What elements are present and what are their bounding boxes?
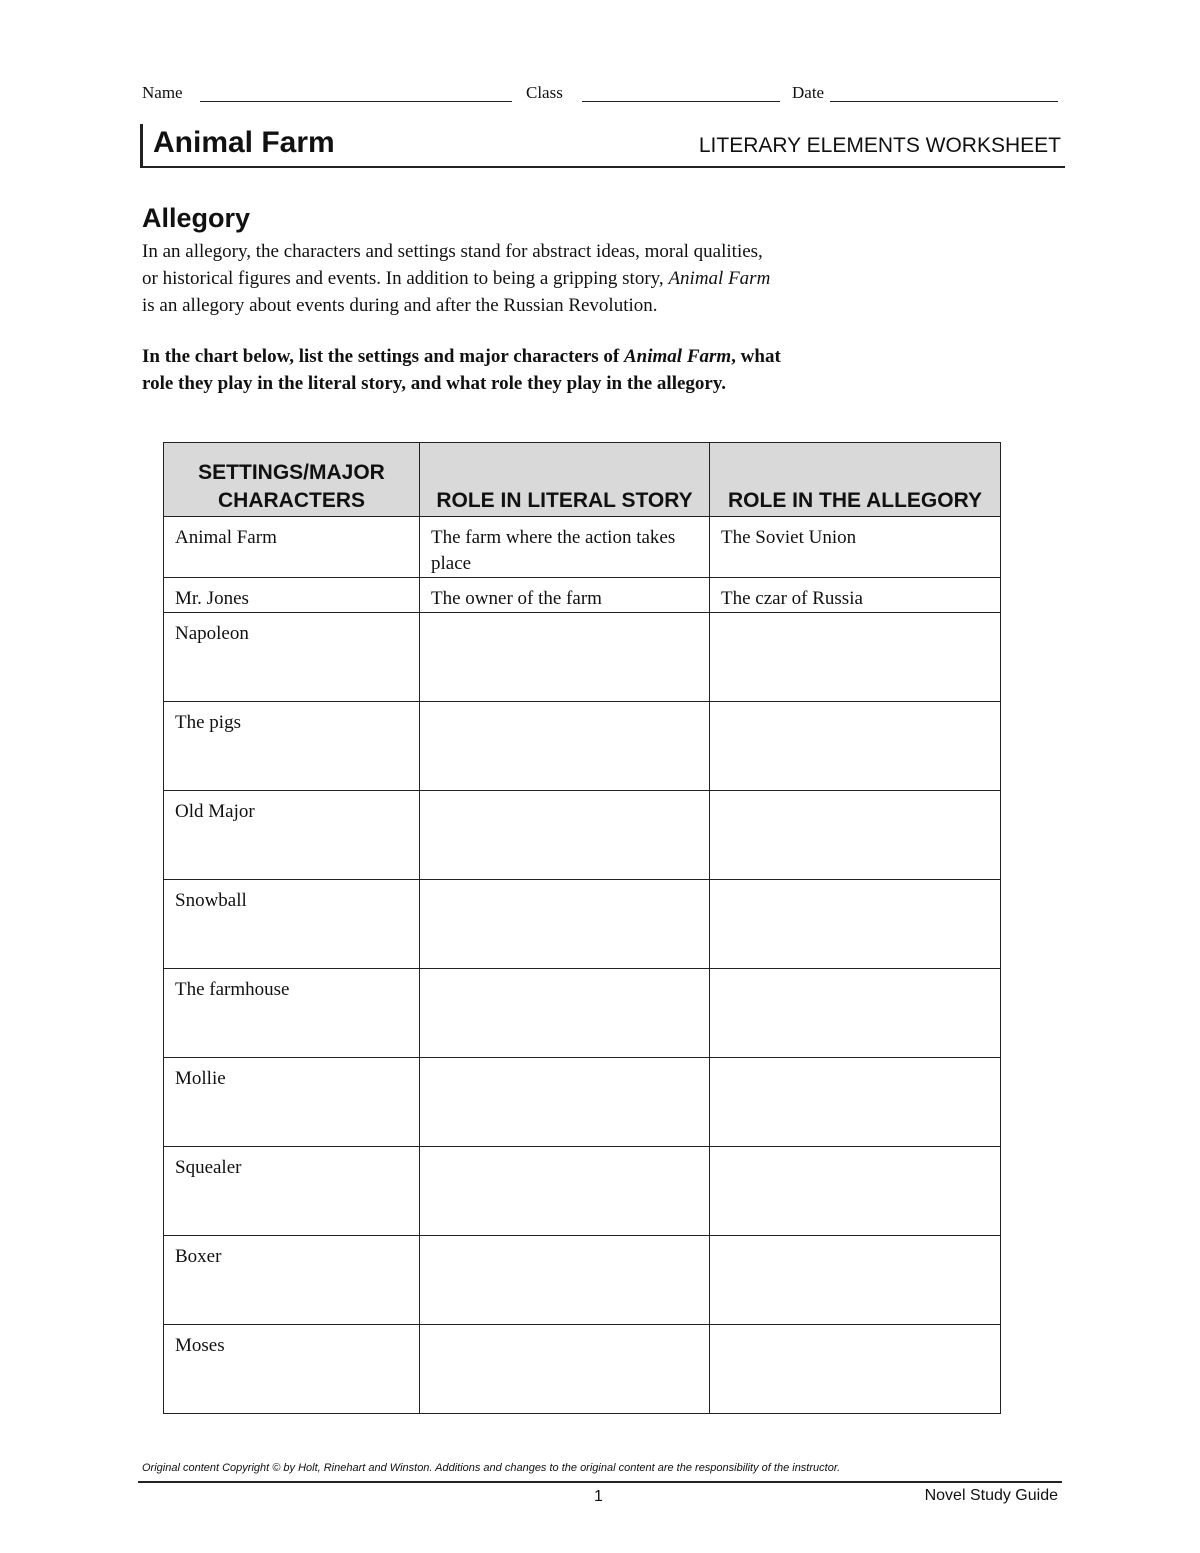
table-row: [164, 1147, 1001, 1236]
instruction-paragraph: [142, 343, 922, 397]
row-name: Napoleon: [164, 613, 420, 702]
row-literal[interactable]: The farm where the action takes place: [420, 517, 710, 578]
row-name: Mollie: [164, 1058, 420, 1147]
intro-paragraph: [142, 238, 922, 319]
row-literal[interactable]: [420, 1325, 710, 1414]
instruction-post: , what: [731, 346, 781, 367]
instruction-line-1: [142, 343, 922, 370]
row-literal[interactable]: [420, 613, 710, 702]
intro-line-2: [142, 265, 922, 292]
table-row: [164, 578, 1001, 613]
row-allegory[interactable]: [710, 791, 1001, 880]
row-literal[interactable]: [420, 1147, 710, 1236]
row-allegory[interactable]: [710, 969, 1001, 1058]
title-bar: [140, 124, 1065, 168]
row-literal[interactable]: [420, 702, 710, 791]
copyright-note: Original content Copyright © by Holt, Rinehart and Winston. Additions and changes to the original content are the responsibility of the instructor.: [142, 1462, 841, 1474]
worksheet-title: LITERARY ELEMENTS WORKSHEET: [698, 134, 1061, 157]
row-allegory[interactable]: [710, 702, 1001, 791]
instruction-pre: In the chart below, list the settings and major characters of: [142, 346, 624, 367]
row-name: Snowball: [164, 880, 420, 969]
row-allegory[interactable]: The Soviet Union: [710, 517, 1001, 578]
table-row: [164, 517, 1001, 578]
row-allegory[interactable]: [710, 880, 1001, 969]
table-row: [164, 613, 1001, 702]
name-label: Name: [142, 83, 183, 102]
allegory-chart: [163, 442, 1001, 1414]
col-header-literal: ROLE IN LITERAL STORY: [420, 443, 710, 517]
class-label: Class: [526, 83, 563, 102]
row-literal[interactable]: The owner of the farm: [420, 578, 710, 613]
date-field[interactable]: [830, 101, 1058, 102]
table-row: [164, 791, 1001, 880]
row-name: Mr. Jones: [164, 578, 420, 613]
table-row: [164, 702, 1001, 791]
intro-line-2-text: or historical figures and events. In addition to being a gripping story,: [142, 268, 669, 289]
row-name: Animal Farm: [164, 517, 420, 578]
table-row: [164, 1058, 1001, 1147]
row-name: Moses: [164, 1325, 420, 1414]
row-literal[interactable]: [420, 969, 710, 1058]
row-name: Squealer: [164, 1147, 420, 1236]
col-header-allegory: ROLE IN THE ALLEGORY: [710, 443, 1001, 517]
row-allegory[interactable]: [710, 613, 1001, 702]
row-allegory[interactable]: [710, 1325, 1001, 1414]
row-literal[interactable]: [420, 1058, 710, 1147]
row-name: The farmhouse: [164, 969, 420, 1058]
row-allegory[interactable]: The czar of Russia: [710, 578, 1001, 613]
intro-line-3: is an allegory about events during and after the Russian Revolution.: [142, 295, 658, 316]
class-field[interactable]: [582, 101, 780, 102]
table-row: [164, 1236, 1001, 1325]
header-row: [164, 443, 1001, 517]
intro-book-italic: Animal Farm: [668, 268, 771, 289]
instruction-book-italic: Animal Farm: [624, 346, 732, 367]
table-row: [164, 969, 1001, 1058]
intro-line-1: In an allegory, the characters and settings stand for abstract ideas, moral qualities,: [142, 241, 763, 262]
table-row: [164, 880, 1001, 969]
name-field[interactable]: [200, 101, 512, 102]
col-header-settings: SETTINGS/MAJOR CHARACTERS: [164, 443, 420, 517]
row-name: Boxer: [164, 1236, 420, 1325]
row-allegory[interactable]: [710, 1236, 1001, 1325]
row-name: Old Major: [164, 791, 420, 880]
guide-label: Novel Study Guide: [924, 1487, 1058, 1504]
date-label: Date: [792, 83, 825, 102]
row-literal[interactable]: [420, 880, 710, 969]
row-allegory[interactable]: [710, 1147, 1001, 1236]
row-literal[interactable]: [420, 791, 710, 880]
row-allegory[interactable]: [710, 1058, 1001, 1147]
row-literal[interactable]: [420, 1236, 710, 1325]
instruction-line-2: role they play in the literal story, and what role they play in the allegory.: [142, 373, 727, 394]
table-row: [164, 1325, 1001, 1414]
section-heading: Allegory: [142, 203, 251, 233]
footer-divider: [138, 1481, 1062, 1483]
book-title: Animal Farm: [153, 126, 335, 159]
page-number: 1: [594, 1488, 603, 1505]
row-name: The pigs: [164, 702, 420, 791]
